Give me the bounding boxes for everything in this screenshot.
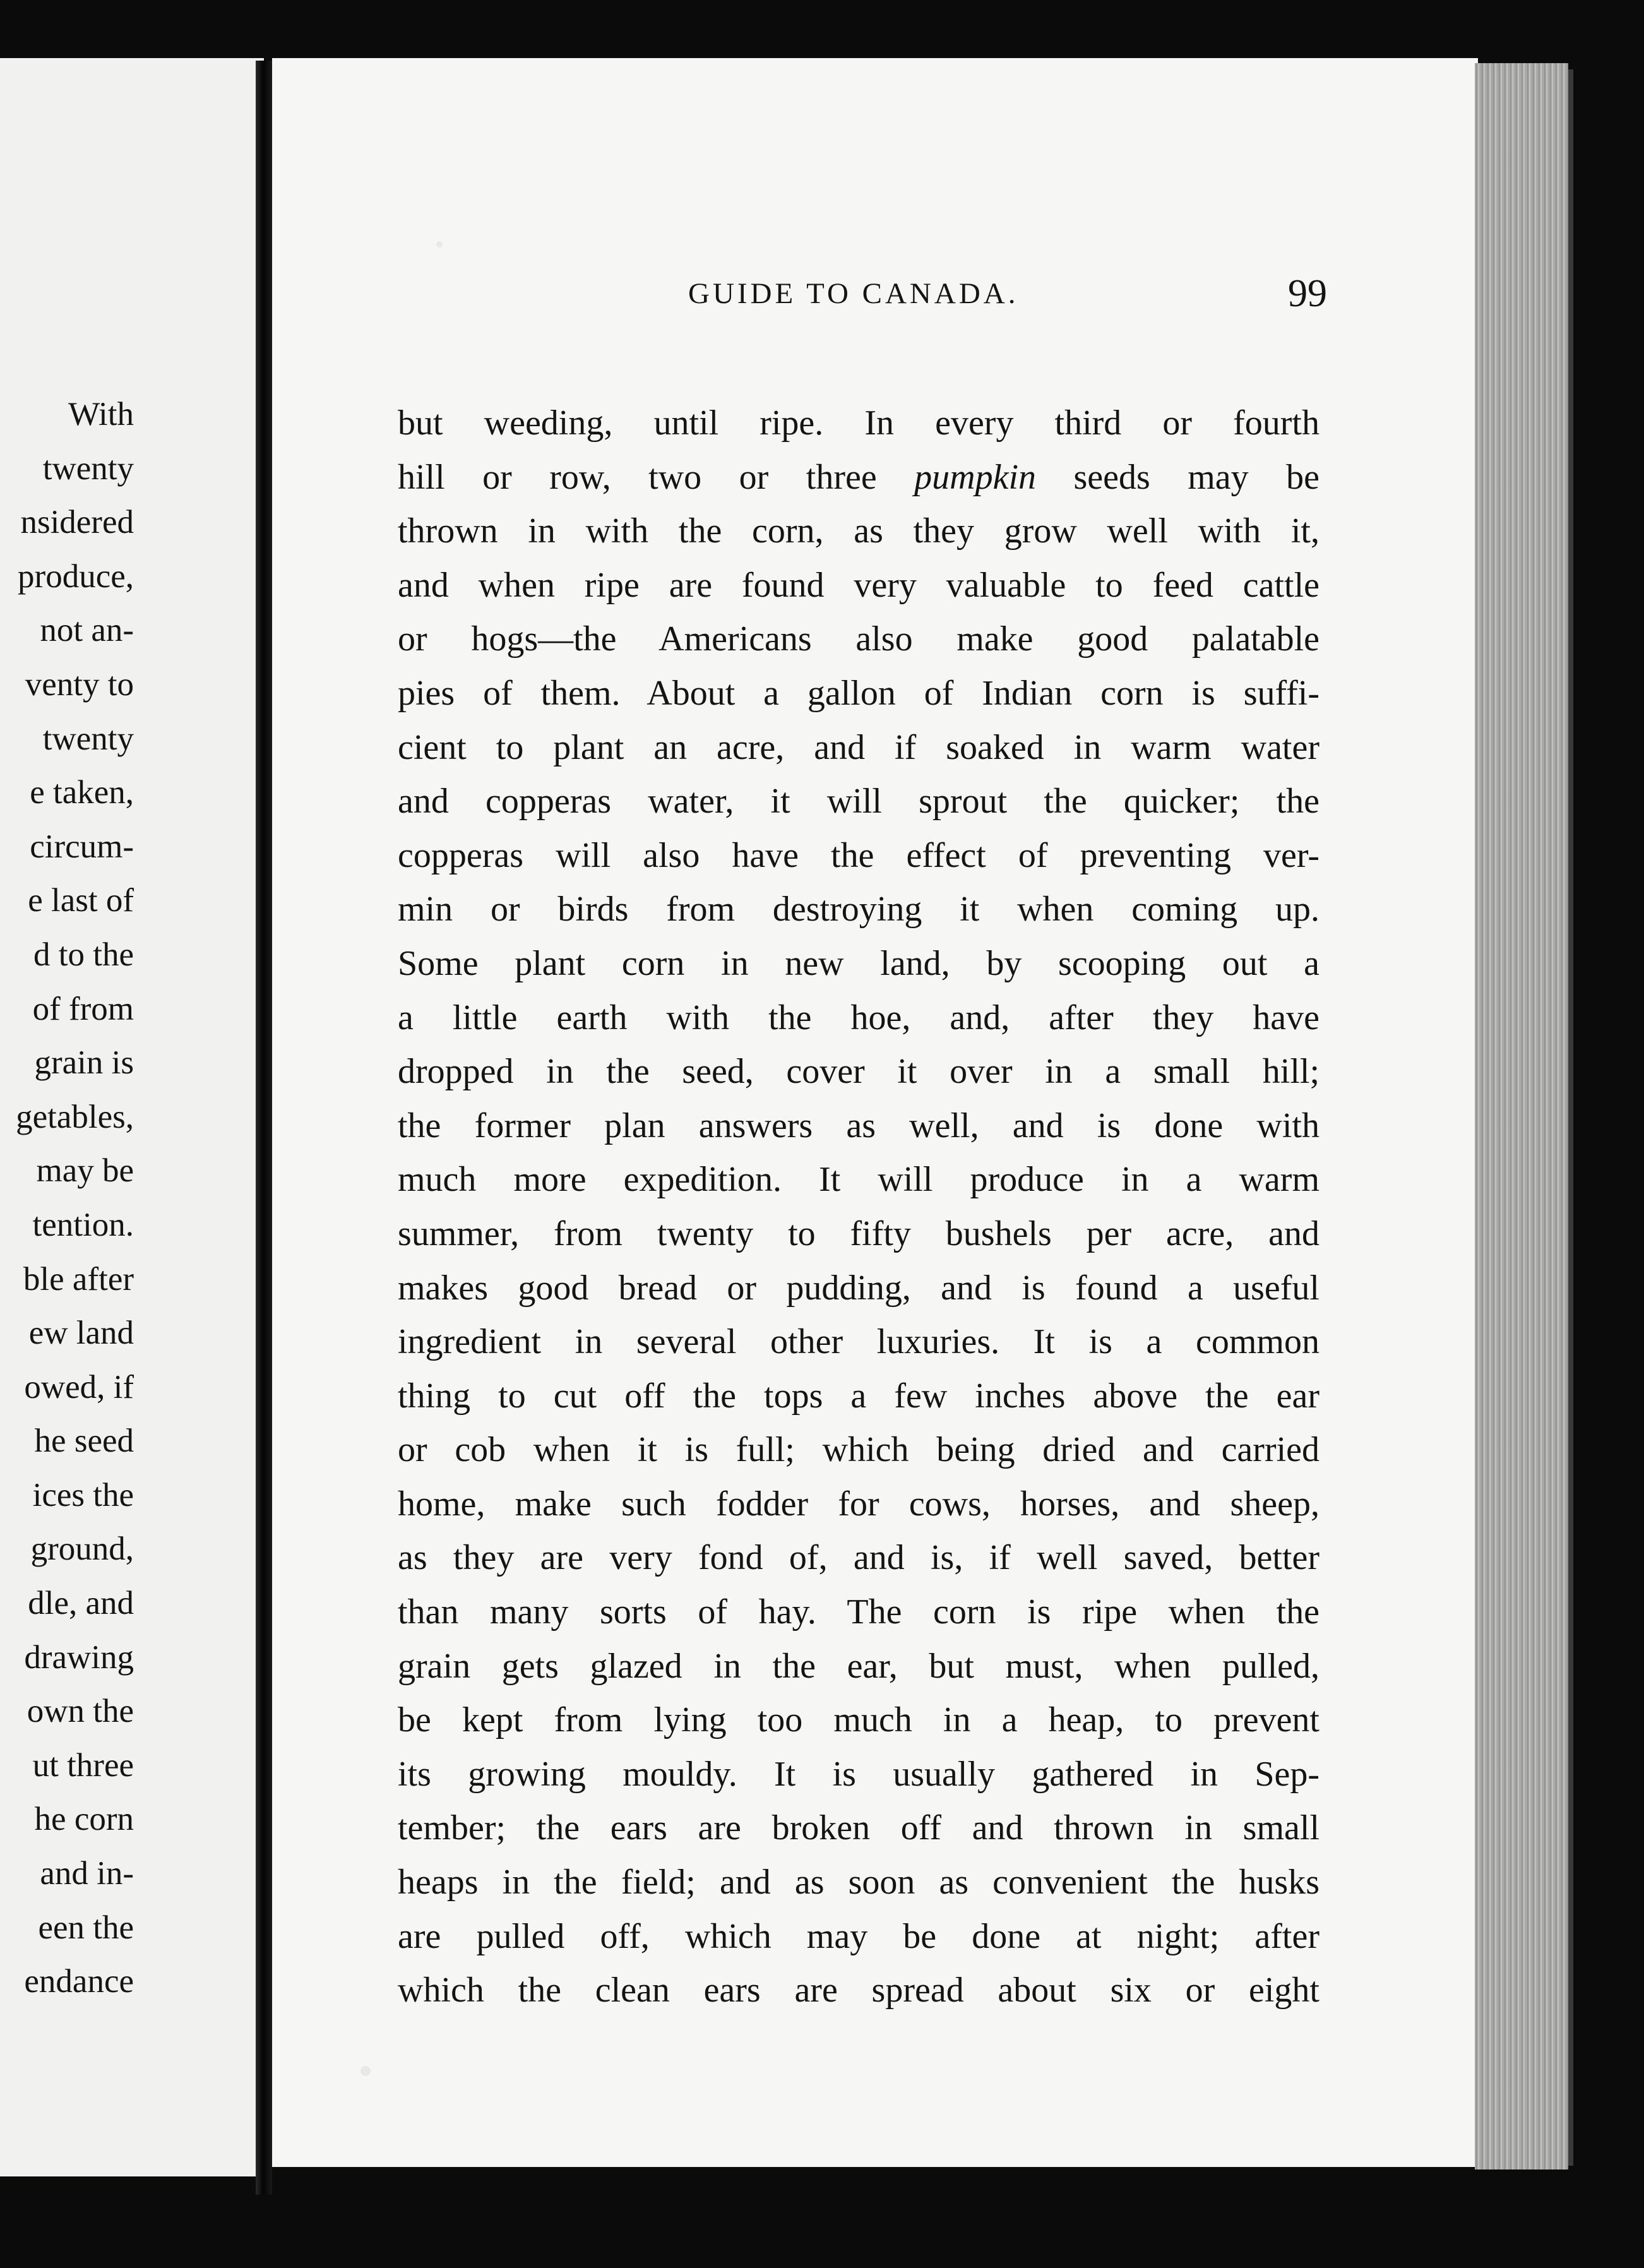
left-page-line: drawing xyxy=(24,1638,134,1676)
text-line: its growing mouldy. It is usually gathered in Sep- xyxy=(398,1754,1319,1794)
left-page xyxy=(0,58,264,2176)
text-line: summer, from twenty to fifty bushels per acre, and xyxy=(398,1214,1319,1253)
left-page-line: grain is xyxy=(34,1044,134,1082)
text-line: Some plant corn in new land, by scooping out a xyxy=(398,943,1319,983)
paper-speck xyxy=(360,2066,371,2076)
left-page-line: een the xyxy=(38,1909,134,1946)
body-text xyxy=(398,397,1319,2018)
left-page-line: d to the xyxy=(33,936,134,973)
text-line: which the clean ears are spread about six or eight xyxy=(398,1971,1319,2010)
left-page-line: ground, xyxy=(30,1531,134,1568)
text-line: are pulled off, which may be done at night; after xyxy=(398,1916,1319,1956)
page-edge xyxy=(1475,63,1568,2170)
text-line: or hogs—the Americans also make good palatable xyxy=(398,619,1319,659)
text-line: grain gets glazed in the ear, but must, when pulled, xyxy=(398,1646,1319,1686)
running-head-title: GUIDE TO CANADA. xyxy=(688,277,1019,310)
left-page-line: own the xyxy=(27,1693,134,1730)
text-line: much more expedition. It will produce in a warm xyxy=(398,1160,1319,1200)
left-page-line: e taken, xyxy=(30,774,134,811)
left-page-line: ut three xyxy=(32,1746,134,1784)
text-line: makes good bread or pudding, and is found a useful xyxy=(398,1268,1319,1308)
left-page-line: of from xyxy=(32,990,134,1027)
left-page-line: produce, xyxy=(18,558,134,595)
text-line: and copperas water, it will sprout the quicker; the xyxy=(398,782,1319,821)
text-line: tember; the ears are broken off and thrown in small xyxy=(398,1808,1319,1848)
left-page-line: ices the xyxy=(32,1476,134,1513)
paper-speck xyxy=(436,241,443,248)
italic-word: pumpkin xyxy=(914,457,1037,497)
left-page-line: getables, xyxy=(16,1098,134,1135)
left-page-line: may be xyxy=(36,1152,134,1190)
text-line: heaps in the field; and as soon as convenient the husks xyxy=(398,1863,1319,1902)
left-page-line: twenty xyxy=(42,720,134,757)
page-number: 99 xyxy=(1288,272,1327,315)
left-page-line: dle, and xyxy=(28,1585,134,1622)
left-page-line: he seed xyxy=(34,1423,134,1460)
text-line: cient to plant an acre, and if soaked in warm water xyxy=(398,727,1319,767)
left-page-text-fragments xyxy=(16,388,134,2009)
left-page-line: e last of xyxy=(28,882,134,919)
page-edge-shadow xyxy=(1568,69,1573,2166)
text-line: a little earth with the hoe, and, after they have xyxy=(398,998,1319,1037)
left-page-line: he corn xyxy=(34,1801,134,1838)
left-page-line: venty to xyxy=(25,665,134,703)
text-line: or cob when it is full; which being dried and carried xyxy=(398,1430,1319,1470)
text-line: dropped in the seed, cover it over in a small hill; xyxy=(398,1052,1319,1092)
running-head xyxy=(412,272,1327,328)
text-line: home, make such fodder for cows, horses, and sheep, xyxy=(398,1484,1319,1524)
text-line: pies of them. About a gallon of Indian corn is suffi- xyxy=(398,673,1319,713)
left-page-line: and in- xyxy=(40,1855,134,1892)
text-line: thrown in with the corn, as they grow well with it, xyxy=(398,511,1319,551)
left-page-line: endance xyxy=(24,1963,134,2000)
text-line: the former plan answers as well, and is done with xyxy=(398,1106,1319,1145)
text-line: min or birds from destroying it when coming up. xyxy=(398,890,1319,929)
left-page-line: not an- xyxy=(40,612,134,649)
text-line: copperas will also have the effect of preventing ver- xyxy=(398,835,1319,875)
left-page-line: tention. xyxy=(32,1206,134,1243)
text-line: but weeding, until ripe. In every third or fourth xyxy=(398,403,1319,443)
text-line: be kept from lying too much in a heap, to prevent xyxy=(398,1700,1319,1740)
left-page-line: owed, if xyxy=(24,1368,134,1406)
text-line: ingredient in several other luxuries. It is a common xyxy=(398,1322,1319,1362)
left-page-line: nsidered xyxy=(20,504,134,541)
left-page-line: ew land xyxy=(28,1315,134,1352)
text-line: thing to cut off the tops a few inches above the ear xyxy=(398,1376,1319,1416)
left-page-line: twenty xyxy=(42,450,134,487)
left-page-line: circum- xyxy=(30,828,134,865)
text-line: and when ripe are found very valuable to feed cattle xyxy=(398,565,1319,605)
text-line: as they are very fond of, and is, if well saved, better xyxy=(398,1538,1319,1578)
left-page-line: ble after xyxy=(23,1260,134,1298)
text-line: hill or row, two or three pumpkin seeds may be xyxy=(398,457,1319,497)
book-gutter xyxy=(256,61,272,2195)
left-page-line: With xyxy=(68,396,134,433)
text-line: than many sorts of hay. The corn is ripe when the xyxy=(398,1592,1319,1632)
